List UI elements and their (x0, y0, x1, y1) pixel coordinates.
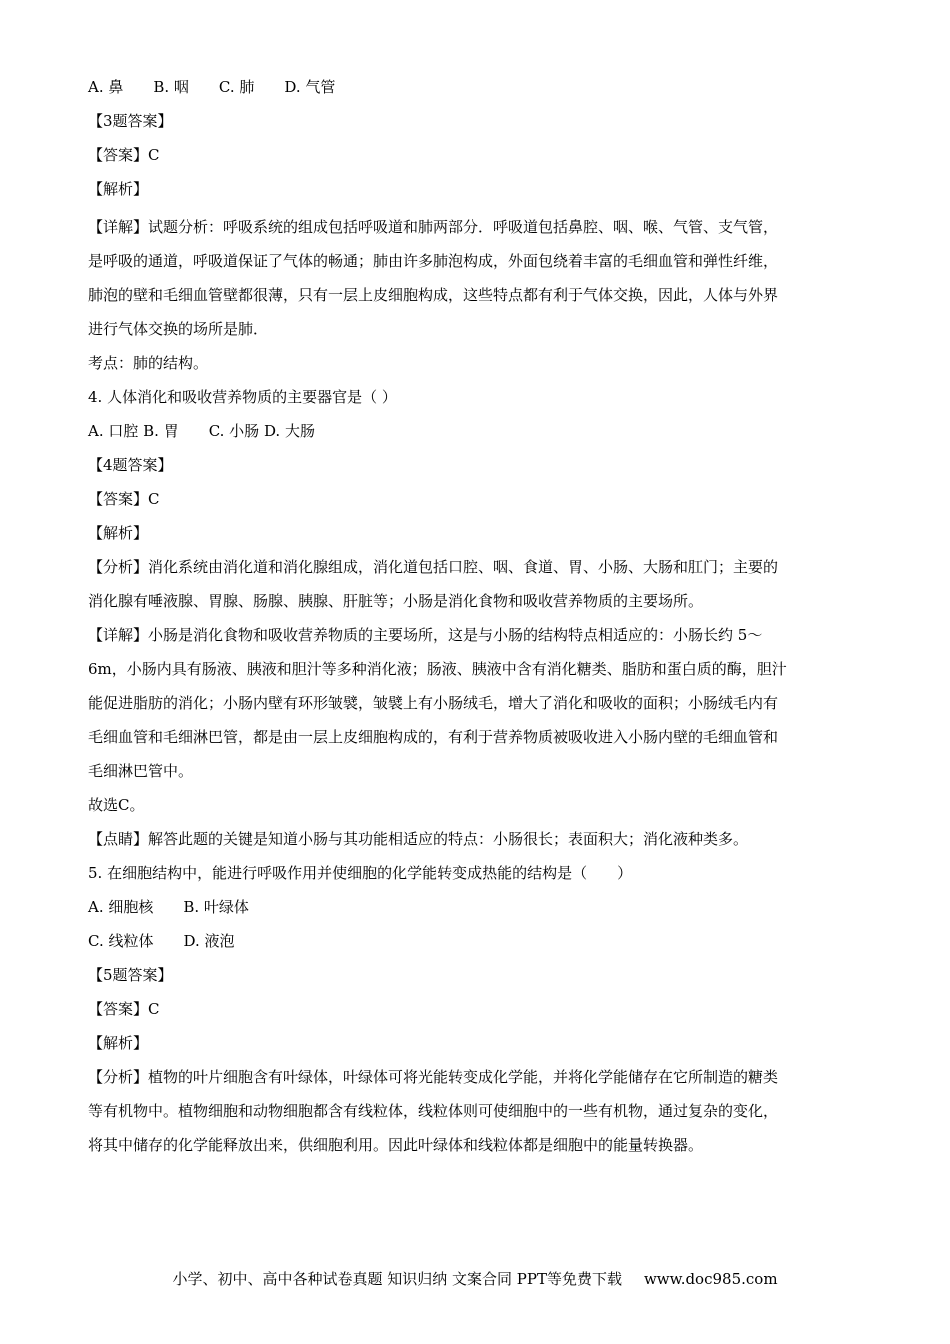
q5-fenxi-line: 【分析】植物的叶片细胞含有叶绿体，叶绿体可将光能转变成化学能，并将化学能储存在它所制造的糖类 (88, 1068, 779, 1086)
q4-detail-line: 6m，小肠内具有肠液、胰液和胆汁等多种消化液；肠液、胰液中含有消化糖类、脂肪和蛋白质的酶，胆汁 (88, 660, 787, 678)
q4-fenxi-line: 消化腺有唾液腺、胃腺、肠腺、胰腺、肝脏等；小肠是消化食物和吸收营养物质的主要场所。 (88, 592, 704, 610)
q5-answer-header: 【5题答案】 (88, 966, 173, 984)
q4-choice: 故选C。 (88, 796, 145, 814)
q3-detail-line: 进行气体交换的场所是肺． (88, 320, 269, 338)
q5-fenxi-line: 将其中储存的化学能释放出来，供细胞利用。因此叶绿体和线粒体都是细胞中的能量转换器。 (88, 1136, 704, 1154)
q4-detail-line: 毛细淋巴管中。 (88, 762, 194, 780)
q5-fenxi-line: 等有机物中。植物细胞和动物细胞都含有线粒体，线粒体则可使细胞中的一些有机物，通过复杂的变化， (88, 1102, 779, 1120)
q5-question: 5. 在细胞结构中，能进行呼吸作用并使细胞的化学能转变成热能的结构是（ ） (88, 864, 633, 882)
q4-analysis-label: 【解析】 (88, 524, 149, 542)
q4-detail-line: 能促进脂肪的消化；小肠内壁有环形皱襞，皱襞上有小肠绒毛，增大了消化和吸收的面积；小肠绒毛内有 (88, 694, 779, 712)
q3-detail-line: 肺泡的壁和毛细血管壁都很薄，只有一层上皮细胞构成，这些特点都有利于气体交换，因此，人体与外界 (88, 286, 779, 304)
q4-fenxi-line: 【分析】消化系统由消化道和消化腺组成，消化道包括口腔、咽、食道、胃、小肠、大肠和肛门；主要的 (88, 558, 779, 576)
q4-dianjing: 【点睛】解答此题的关键是知道小肠与其功能相适应的特点：小肠很长；表面积大；消化液种类多。 (88, 830, 749, 848)
q3-detail-line: 【详解】试题分析：呼吸系统的组成包括呼吸道和肺两部分．呼吸道包括鼻腔、咽、喉、气管、支气管， (88, 218, 779, 236)
q4-detail-line: 【详解】小肠是消化食物和吸收营养物质的主要场所，这是与小肠的结构特点相适应的：小肠长约 5～ (88, 626, 763, 644)
q3-analysis-label: 【解析】 (88, 180, 149, 198)
q4-detail-line: 毛细血管和毛细淋巴管，都是由一层上皮细胞构成的，有利于营养物质被吸收进入小肠内壁的毛细血管和 (88, 728, 779, 746)
q3-answer-header: 【3题答案】 (88, 112, 173, 130)
q4-answer-header: 【4题答案】 (88, 456, 173, 474)
footer-url[interactable]: www.doc985.com (643, 1270, 778, 1288)
q3-answer: 【答案】C (88, 146, 160, 164)
q3-detail-line: 是呼吸的通道，呼吸道保证了气体的畅通；肺由许多肺泡构成，外面包绕着丰富的毛细血管和弹性纤维， (88, 252, 779, 270)
q4-question: 4. 人体消化和吸收营养物质的主要器官是（ ） (88, 388, 397, 406)
document-body (88, 72, 868, 1162)
q3-options: A. 鼻 B. 咽 C. 肺 D. 气管 (88, 78, 336, 96)
q5-options-row: C. 线粒体 D. 液泡 (88, 932, 235, 950)
q3-kaodian: 考点：肺的结构。 (88, 354, 209, 372)
q5-answer: 【答案】C (88, 1000, 160, 1018)
q5-options-row: A. 细胞核 B. 叶绿体 (88, 898, 249, 916)
q5-analysis-label: 【解析】 (88, 1034, 149, 1052)
q4-answer: 【答案】C (88, 490, 160, 508)
page-footer (0, 1268, 950, 1290)
q4-options: A. 口腔 B. 胃 C. 小肠 D. 大肠 (88, 422, 315, 440)
footer-text: 小学、初中、高中各种试卷真题 知识归纳 文案合同 PPT等免费下载 (172, 1270, 622, 1288)
